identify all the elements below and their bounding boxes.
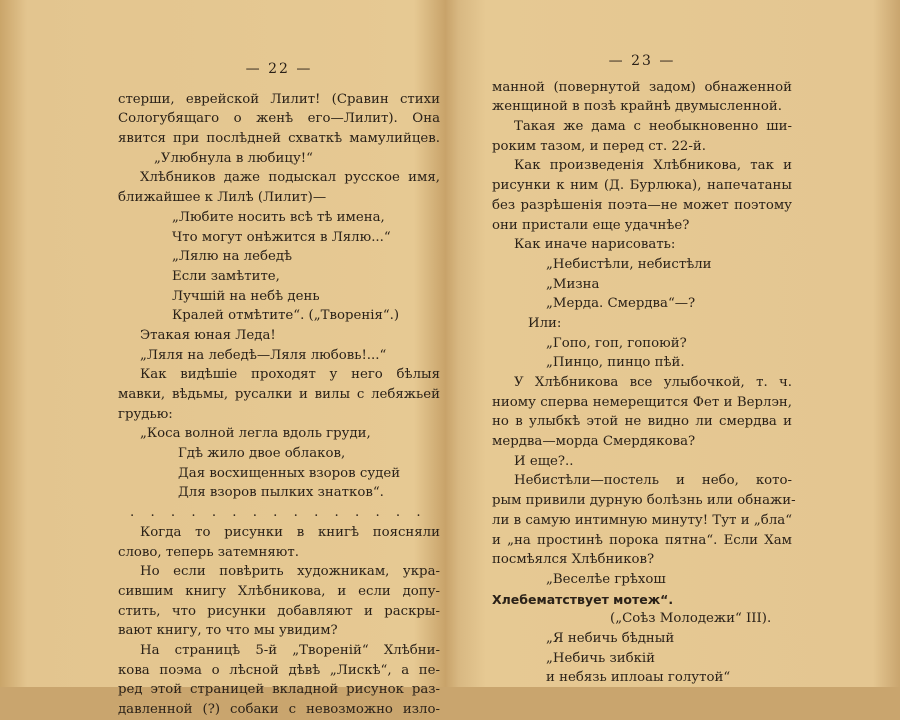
text-line: посмѣялся Хлѣбников? [492,552,655,568]
ellipsis-divider: . . . . . . . . . . . . . . . [130,505,427,521]
text-line: Как произведенія Хлѣбникова, так и [514,158,792,174]
verse-line: „Небичь зибкій [546,650,656,666]
text-line: они пристали еще удачнѣе? [492,217,690,233]
text-line: рым привили дурную болѣзнь или обнажи- [492,493,796,509]
text-line: манной (повернутой задом) обнаженной [492,79,792,95]
text-line: стить, что рисунки добавляют и раскры- [118,603,440,619]
text-line: Этакая юная Леда! [140,327,276,343]
verse-line: Что могут онѣжится в Лялю...“ [172,229,391,245]
verse-line: Гдѣ жило двое облаков, [178,446,346,462]
text-line: женщиной в позѣ крайнѣ двумысленной. [492,99,782,115]
text-line: стерши, еврейской Лилит! (Сравин стихи [118,91,440,107]
text-line: сившим книгу Хлѣбникова, и если допу- [118,583,440,599]
verse-line: „Гопо, гоп, гопоюй? [546,335,687,351]
verse-line: „Небистѣли, небистѣли [546,256,712,272]
text-line: ред этой страницей вкладной рисунок раз- [118,682,440,698]
page-number-right: — 23 — [608,53,676,69]
verse-line: „Мизна [546,276,600,292]
verse-line: „Я небичь бѣдный [546,630,675,646]
text-line: Когда то рисунки в книгѣ поясняли [140,524,440,540]
text-line: давленной (?) собаки с невозможно изло- [118,702,440,718]
text-line: „Улюбнула в любицу!“ [154,150,313,166]
text-line: „Ляля на лебедѣ—Ляля любовь!...“ [140,347,387,363]
text-line: рисунки к ним (Д. Бурлюка), напечатаны [492,178,792,194]
text-line: роким тазом, и перед ст. 22-й. [492,138,706,154]
text-line: вают книгу, то что мы увидим? [118,623,338,639]
text-line: Но если повѣрить художникам, укра- [140,564,440,580]
text-line: Сологубящаго о женѣ его—Лилит). Она [118,111,440,127]
verse-line: „Веселѣе грѣхош [546,571,666,587]
text-line: кова поэма о лѣсной дѣвѣ „Лискѣ“, а пе- [118,662,440,678]
text-line: ли в самую интимную минуту! Тут и „бла“ [492,512,792,528]
text-line: но в улыбкѣ этой не видно ли смердва и [492,414,792,430]
text-line: На страницѣ 5-й „Твореній“ Хлѣбни- [140,642,440,658]
left-page [118,0,440,718]
verse-line: „Коса волной легла вдоль груди, [140,426,371,442]
verse-line: Дая восхищенных взоров судей [178,465,401,481]
verse-line: Лучшій на небѣ день [172,288,320,304]
text-line: ниому сперва немерещится Фет и Верлэн, [492,394,792,410]
text-line: Или: [528,315,562,331]
text-line: ближайшее к Лилѣ (Лилит)— [118,190,327,206]
text-line: Как видѣшіе проходят у него бѣлыя [140,367,440,383]
text-line: слово, теперь затемняют. [118,544,299,560]
text-line: Как иначе нарисовать: [514,237,676,253]
text-line: И еще?.. [514,453,574,469]
verse-line: Если замѣтите, [172,268,280,284]
text-line: без разрѣшенія поэта—не может поэтому [492,197,792,213]
right-page [492,0,796,687]
verse-line: Хлебематствует мотеж“. [492,591,674,607]
verse-line: „Любите носить всѣ тѣ имена, [172,209,385,225]
citation-line: („Соѣз Молодежи“ III). [610,611,772,627]
text-line: и „на простинѣ порока пятна“. Если Хам [492,532,792,548]
text-line: Такая же дама с необыкновенно ши- [514,119,792,135]
text-line: мердва—морда Смердякова? [492,434,696,450]
verse-line: „Мерда. Смердва“—? [546,296,696,312]
text-line: Небистѣли—постель и небо, кото- [514,473,792,489]
text-line: У Хлѣбникова все улыбочкой, т. ч. [514,375,792,391]
verse-line: Кралей отмѣтите“. („Творенія“.) [172,308,400,324]
text-line: явится при послѣдней схваткѣ мамулийцев. [118,131,440,147]
verse-line: Для взоров пылких знатков“. [178,485,384,501]
text-line: мавки, вѣдьмы, русалки и вилы с лебяжьей [118,387,440,403]
text-line: грудью: [118,406,173,422]
verse-line: „Лялю на лебедѣ [172,249,293,265]
verse-line: „Пинцо, пинцо пѣй. [546,355,685,371]
verse-line: и небязь иплоаы голутой“ [546,670,731,686]
text-line: Хлѣбников даже подыскал русское имя, [140,170,440,186]
page-number-left: — 22 — [245,61,313,77]
